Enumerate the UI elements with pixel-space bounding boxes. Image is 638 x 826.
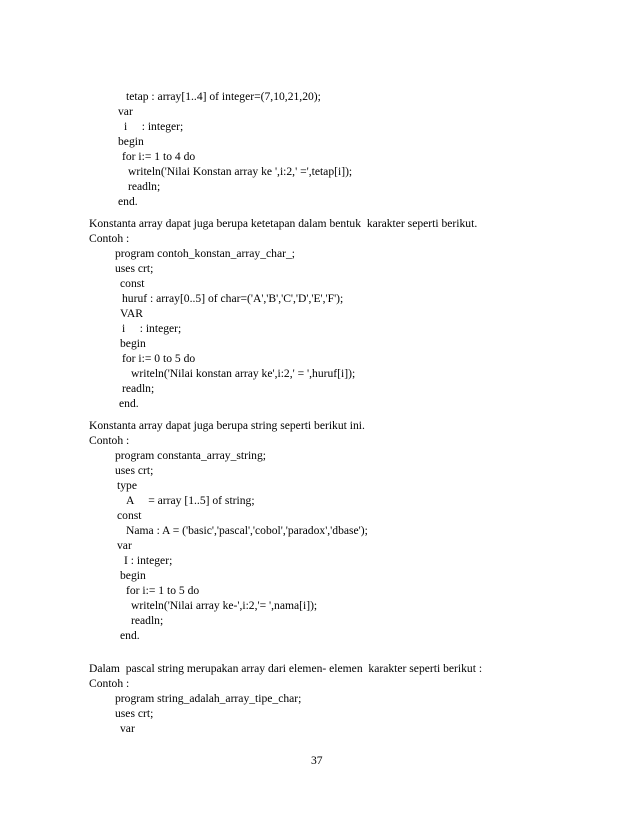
paragraph-text: Konstanta array dapat juga berupa ketetapan dalam bentuk karakter seperti berikut. [89,217,478,230]
code-line: begin [120,337,146,350]
code-line: var [120,722,135,735]
code-line: const [120,277,145,290]
example-label: Contoh : [89,232,130,245]
code-line: program constanta_array_string; [115,449,266,462]
code-line: writeln('Nilai array ke-',i:2,'= ',nama[i]); [131,599,318,612]
code-line: I : integer; [124,554,173,567]
code-line: readln; [128,180,161,193]
code-line: huruf : array[0..5] of char=('A','B','C','D','E','F'); [122,292,344,305]
code-line: end. [119,397,139,410]
code-line: i : integer; [122,322,182,335]
example-label: Contoh : [89,677,130,690]
code-line: uses crt; [115,464,154,477]
code-line: program contoh_konstan_array_char_; [115,247,295,260]
example-label: Contoh : [89,434,130,447]
code-line: for i:= 0 to 5 do [122,352,196,365]
code-line: for i:= 1 to 5 do [126,584,200,597]
code-line: type [117,479,137,492]
code-line: for i:= 1 to 4 do [122,150,196,163]
code-line: uses crt; [115,262,154,275]
code-line: const [117,509,142,522]
code-line: var [117,539,132,552]
code-line: writeln('Nilai Konstan array ke ',i:2,' =',tetap[i]); [128,165,353,178]
code-line: begin [120,569,146,582]
code-line: end. [118,195,138,208]
code-line: uses crt; [115,707,154,720]
page-number: 37 [311,754,323,767]
code-line: readln; [131,614,164,627]
code-line: Nama : A = ('basic','pascal','cobol','paradox','dbase'); [126,524,368,537]
code-line: program string_adalah_array_tipe_char; [115,692,302,705]
paragraph-text: Konstanta array dapat juga berupa string seperti berikut ini. [89,419,365,432]
code-line: end. [120,629,140,642]
code-line: i : integer; [124,120,184,133]
code-line: A = array [1..5] of string; [126,494,255,507]
code-line: tetap : array[1..4] of integer=(7,10,21,20); [126,90,321,103]
code-line: writeln('Nilai konstan array ke',i:2,' = ',huruf[i]); [131,367,356,380]
code-line: VAR [120,307,143,320]
code-line: begin [118,135,144,148]
code-line: var [118,105,133,118]
code-line: readln; [122,382,155,395]
paragraph-text: Dalam pascal string merupakan array dari elemen- elemen karakter seperti berikut : [89,662,483,675]
